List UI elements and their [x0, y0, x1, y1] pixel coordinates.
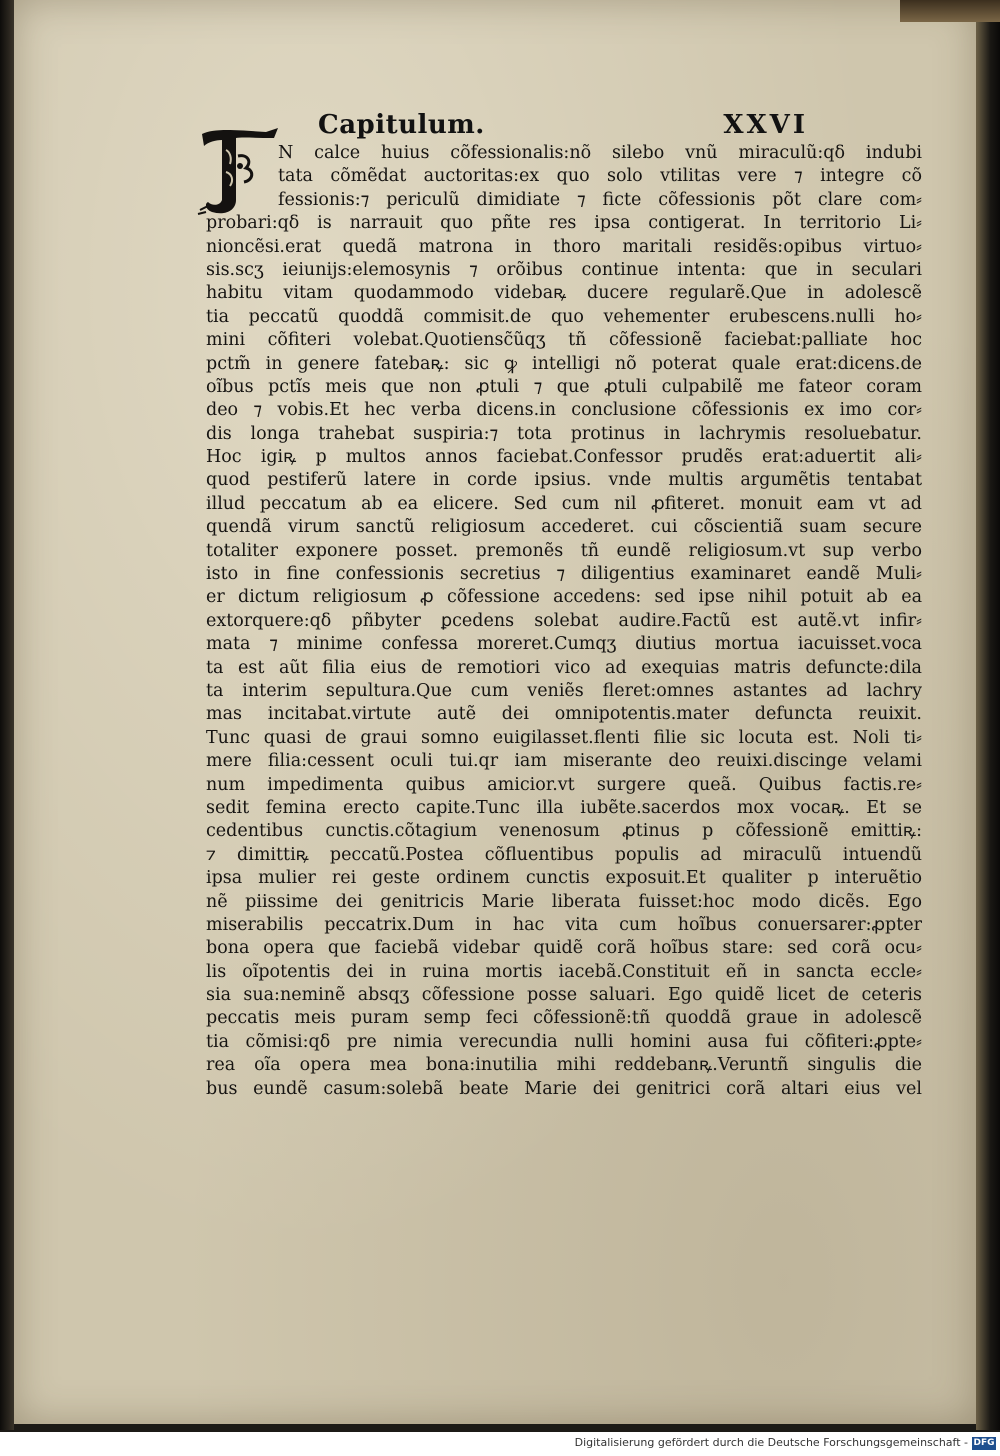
text-line: mata ⁊ minime confessa moreret.Cumqʒ diutius mortua iacuisset.voca: [206, 634, 922, 655]
text-line: peccatis meis puram semp feci cõfessionẽ:tñ quoddã graue in adolescẽ: [206, 1008, 922, 1029]
text-line: mas incitabat.virtute autẽ dei omnipotentis.mater defuncta reuixit.: [206, 704, 922, 725]
text-line: sis.scʒ ieiunijs:elemosynis ⁊ orõibus continue intenta: que in seculari: [206, 259, 922, 280]
text-line: habitu vitam quodammodo videbaꝶ ducere regularẽ.Que in adolescẽ: [206, 283, 922, 304]
text-line: isto in fine confessionis secretius ⁊ diligentius examinaret eandẽ Muli⸗: [206, 564, 922, 585]
text-line: er dictum religiosum ꝓ cõfessione accedens: sed ipse nihil potuit ab ea: [206, 587, 922, 608]
text-line: probari:qδ is narrauit quo pñte res ipsa contigerat. In territorio Li⸗: [206, 213, 922, 234]
text-line: Tunc quasi de graui somno euigilasset.flenti filie sic locuta est. Noli ti⸗: [206, 727, 922, 748]
text-line: miserabilis peccatrix.Dum in hac vita cum hoĩbus conuersarer:ꝓpter: [206, 914, 922, 935]
text-line: quod pestiferũ latere in corde ipsius. vnde multis argumẽtis tentabat: [206, 470, 922, 491]
text-line: Hoc igiꝶ p multos annos faciebat.Confessor prudẽs erat:aduertit ali⸗: [206, 447, 922, 468]
text-line: sia sua:neminẽ absqʒ cõfessione posse saluari. Ego quidẽ licet de ceteris: [206, 985, 922, 1006]
text-line: num impedimenta quibus amicior.vt surgere queã. Quibus factis.re⸗: [206, 774, 922, 795]
text-line: pctm̃ in genere fatebaꝶ: sic ꝙ intelligi nõ poterat quale erat:dicens.de: [206, 353, 922, 374]
text-line: ta est aũt filia eius de remotiori vico ad exequias matris defuncte:dila: [206, 657, 922, 678]
text-line: totaliter exponere posset. premonẽs tñ eundẽ religiosum.vt sup verbo: [206, 540, 922, 561]
text-line: tia peccatũ quoddã commisit.de quo vehementer erubescens.nulli ho⸗: [206, 306, 922, 327]
text-line: nẽ piissime dei genitricis Marie liberata fuisset:hoc modo dicẽs. Ego: [206, 891, 922, 912]
text-line: tia cõmisi:qδ pre nimia verecundia nulli homini ausa fui cõfiteri:ꝓpte⸗: [206, 1031, 922, 1052]
text-line: N calce huius cõfessionalis:nõ silebo vnũ miraculũ:qδ indubi: [278, 143, 922, 163]
scan-right-edge: [976, 0, 1000, 1430]
chapter-heading: Capitulum.: [318, 110, 485, 140]
text-line: dis longa trahebat suspiria:⁊ tota protinus in lachrymis resoluebatur.: [206, 423, 922, 444]
text-line: bus eundẽ casum:solebã beate Marie dei genitrici corã altari eius vel: [206, 1078, 922, 1099]
text-line: ta interim sepultura.Que cum veniẽs fleret:omnes astantes ad lachry: [206, 680, 922, 701]
funding-credit: Digitalisierung gefördert durch die Deutsche Forschungsgemeinschaft -: [574, 1436, 968, 1449]
dfg-logo[interactable]: DFG: [973, 1438, 995, 1448]
text-line: mini cõfiteri volebat.Quotiensc̃ũqʒ tñ cõfessionẽ faciebat:palliate hoc: [206, 330, 922, 351]
page-header: [318, 110, 808, 146]
text-line: tata cõmẽdat auctoritas:ex quo solo vtilitas vere ⁊ integre cõ: [278, 166, 922, 187]
text-line: nioncẽsi.erat quedã matrona in thoro maritali residẽs:opibus virtuo⸗: [206, 236, 922, 257]
text-line: cedentibus cunctis.cõtagium venenosum ꝓtinus p cõfessionẽ emittiꝶ:: [206, 821, 922, 842]
text-line: rea oĩa opera mea bona:inutilia mihi reddebanꝶ.Veruntñ singulis die: [206, 1055, 922, 1076]
text-line: lis oĩpotentis dei in ruina mortis iacebã.Constituit eñ in sancta eccle⸗: [206, 961, 922, 982]
text-line: illud peccatum ab ea elicere. Sed cum nil ꝓfiteret. monuit eam vt ad: [206, 493, 922, 514]
text-line: deo ⁊ vobis.Et hec verba dicens.in conclusione cõfessionis ex imo cor⸗: [206, 400, 922, 421]
text-line: quendã virum sanctũ religiosum accederet. cui cõscientiã suam secure: [206, 517, 922, 538]
text-line: fessionis:⁊ periculũ dimidiate ⁊ ficte cõfessionis põt clare com⸗: [278, 189, 922, 210]
text-line: ipsa mulier rei geste ordinem cunctis exposuit.Et qualiter p interuẽtio: [206, 868, 922, 889]
text-line: ⁊ dimittiꝶ peccatũ.Postea cõfluentibus populis ad miraculũ intuendũ: [206, 844, 922, 865]
text-line: sedit femina erecto capite.Tunc illa iubẽte.sacerdos mox vocaꝶ. Et se: [206, 797, 922, 818]
scan-left-edge: [0, 0, 14, 1430]
text-line: bona opera que faciebã videbar quidẽ corã hoĩbus stare: sed corã ocu⸗: [206, 938, 922, 959]
binding-corner: [900, 0, 1000, 22]
text-line: oĩbus pctĩs meis que non ꝓtuli ⁊ que ꝓtuli culpabilẽ me fateor coram: [206, 376, 922, 397]
folio-number: XXVI: [723, 110, 808, 140]
text-line: extorquere:qδ pñbyter ꝑcedens solebat audire.Factũ est autẽ.vt infir⸗: [206, 610, 922, 631]
body-text: [206, 142, 922, 1101]
text-line: mere filia:cessent oculi tui.qr iam miserante deo reuixi.discinge velami: [206, 751, 922, 772]
credit-footer: [0, 1432, 1000, 1456]
